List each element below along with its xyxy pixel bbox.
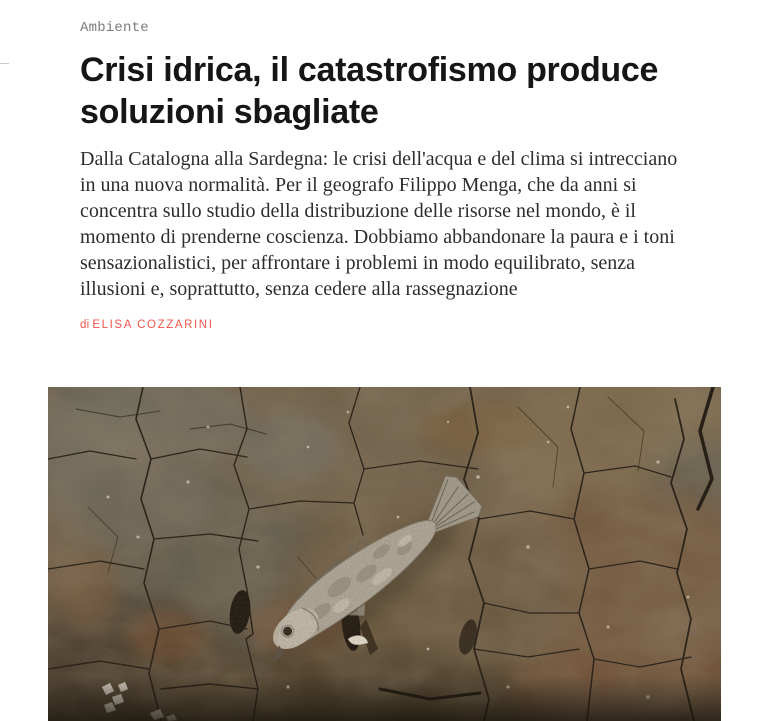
article-photo <box>48 387 721 721</box>
article-standfirst: Dalla Catalogna alla Sardegna: le crisi dell'acqua e del clima si intrecciano in una nuova normalità. Per il geografo Filippo Menga, che da anni si concentra sullo studio della distribuzione delle risorse nel mondo, è il momento di prenderne coscienza. Dobbiamo abbandonare la paura e i toni sensazionalistici, per affrontare i problemi in modo equilibrato, senza illusioni e, soprattutto, senza cedere alla rassegnazione <box>80 148 678 300</box>
byline-author-link[interactable]: ELISA COZZARINI <box>92 319 214 331</box>
dead-fish-cracked-mud-illustration <box>48 387 721 721</box>
category-link[interactable]: Ambiente <box>80 20 149 36</box>
article-title: Crisi idrica, il catastrofismo produce soluzioni sbagliate <box>80 51 659 131</box>
left-edge-tick <box>0 63 9 64</box>
article <box>0 0 776 332</box>
article-byline <box>80 319 776 332</box>
byline-prefix: di <box>80 319 90 331</box>
